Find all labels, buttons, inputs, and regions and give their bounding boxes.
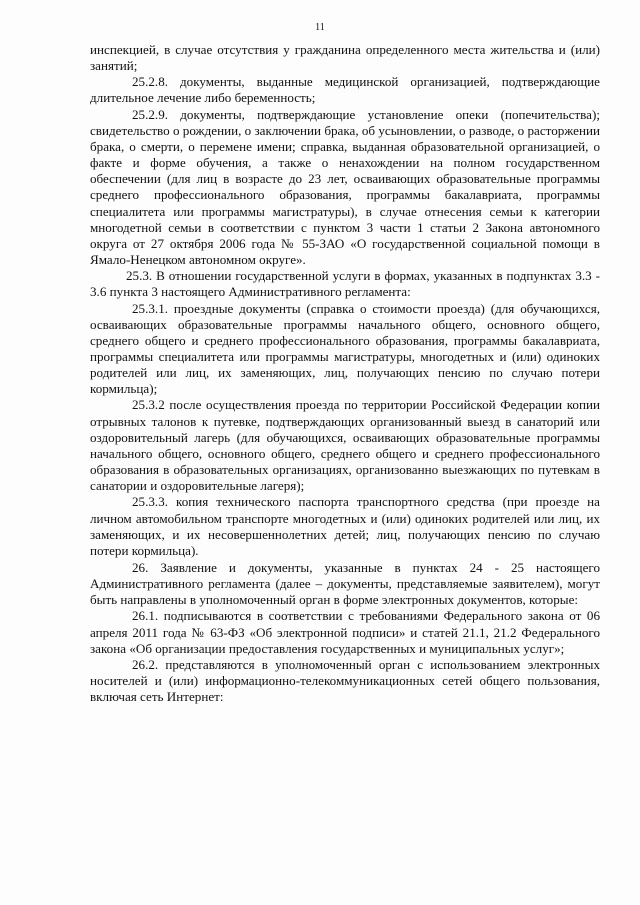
paragraph-26: 26. Заявление и документы, указанные в пунктах 24 - 25 настоящего Административного регламента (далее – документы, представляемые заявителем), могут быть направлены в уполномоченный орган в форме электронных документов, которые: [90, 560, 600, 608]
paragraph-25-3: 25.3. В отношении государственной услуги в формах, указанных в подпунктах 3.3 - 3.6 пункта 3 настоящего Административного регламента: [90, 268, 600, 300]
paragraph-25-3-1: 25.3.1. проездные документы (справка о стоимости проезда) (для обучающихся, осваивающих образовательные программы начального общего, основного общего, среднего общего и среднего профессионального образования, программы бакалавриата, программы специалитета или программы магистратуры, многодетных и (или) одиноких родителей или лиц, их заменяющих, лиц, получающих пенсию по случаю потери кормильца); [90, 300, 600, 397]
paragraph-continuation: инспекцией, в случае отсутствия у гражданина определенного места жительства и (или) занятий; [90, 42, 600, 74]
document-body [90, 42, 600, 705]
paragraph-26-2: 26.2. представляются в уполномоченный орган с использованием электронных носителей и (или) информационно-телекоммуникационных сетей общего пользования, включая сеть Интернет: [90, 656, 600, 705]
page-number: 11 [315, 22, 325, 33]
paragraph-25-2-8: 25.2.8. документы, выданные медицинской организацией, подтверждающие длительное лечение либо беременность; [90, 74, 600, 106]
paragraph-26-1: 26.1. подписываются в соответствии с требованиями Федерального закона от 06 апреля 2011 года № 63-ФЗ «Об электронной подписи» и статей 21.1, 21.2 Федерального закона «Об организации предоставления государственных и муниципальных услуг»; [90, 608, 600, 656]
paragraph-25-2-9: 25.2.9. документы, подтверждающие установление опеки (попечительства); свидетельство о рождении, о заключении брака, об усыновлении, о разводе, о расторжении брака, о смерти, о перемене имени; справка, выданная образовательной организацией, о факте и форме обучения, а также о ненахождении на полном государственном обеспечении (для лиц в возрасте до 23 лет, осваивающих образовательные программы среднего профессионального образования, программы бакалавриата, программы специалитета или программы магистратуры), в случае отнесения семьи к категории многодетной семьи в соответствии с пунктом 3 части 1 статьи 2 Закона автономного округа от 27 октября 2006 года № 55-ЗАО «О государственной социальной помощи в Ямало-Ненецком автономном округе». [90, 106, 600, 268]
paragraph-25-3-3: 25.3.3. копия технического паспорта транспортного средства (при проезде на личном автомобильном транспорте многодетных и (или) одиноких родителей или лиц, их заменяющих, и их несовершеннолетних детей; лиц, получающих пенсию по случаю потери кормильца). [90, 494, 600, 558]
paragraph-25-3-2: 25.3.2 после осуществления проезда по территории Российской Федерации копии отрывных талонов к путевке, подтверждающих организованный выезд в санаторий или оздоровительный лагерь (для обучающихся, осваивающих образовательные программы начального общего, основного общего, среднего общего и среднего профессионального образования в образовательных организациях, организованно выезжающих по путевкам в санатории и оздоровительные лагеря); [90, 397, 600, 494]
